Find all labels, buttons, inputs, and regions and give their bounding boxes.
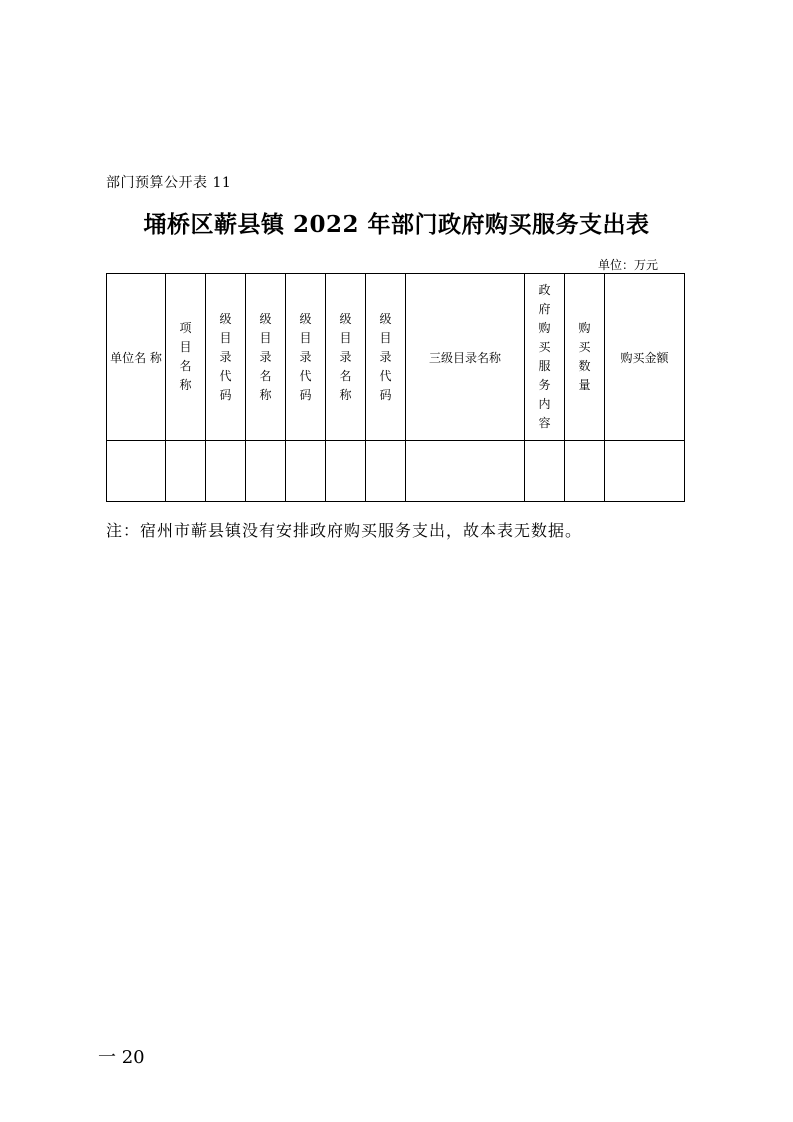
- table-cell: [565, 441, 605, 502]
- column-header-level2-code: 级目录代码: [286, 274, 326, 441]
- column-header-level2-name: 级目录名称: [326, 274, 366, 441]
- table-cell: [326, 441, 366, 502]
- expenditure-table: [106, 273, 685, 502]
- unit-label: 单位：万元: [598, 258, 659, 272]
- table-cell: [286, 441, 326, 502]
- note-text: 注：宿州市蕲县镇没有安排政府购买服务支出，故本表无数据。: [106, 521, 583, 540]
- table-cell: [366, 441, 406, 502]
- table-cell: [605, 441, 685, 502]
- table-cell: [246, 441, 286, 502]
- table-cell: [406, 441, 525, 502]
- table-header-row: [107, 274, 685, 441]
- column-header-unit-name: 单位名 称: [107, 274, 166, 441]
- table-cell: [166, 441, 206, 502]
- column-header-quantity: 购买数量: [565, 274, 605, 441]
- column-header-project-name: 项目名称: [166, 274, 206, 441]
- table-cell: [107, 441, 166, 502]
- column-header-level3-name: 三级目录名称: [406, 274, 525, 441]
- table-cell: [206, 441, 246, 502]
- table-row: [107, 441, 685, 502]
- column-header-level1-name: 级目录名称: [246, 274, 286, 441]
- column-header-level1-code: 级目录代码: [206, 274, 246, 441]
- column-header-amount: 购买金额: [605, 274, 685, 441]
- table-number: 部门预算公开表 11: [106, 175, 232, 191]
- table-cell: [525, 441, 565, 502]
- column-header-service-content: 政府购买服务内容: [525, 274, 565, 441]
- page-number: 一 20: [98, 1047, 145, 1068]
- page-title: 埇桥区蕲县镇 2022 年部门政府购买服务支出表: [143, 211, 650, 238]
- column-header-level3-code: 级目录代码: [366, 274, 406, 441]
